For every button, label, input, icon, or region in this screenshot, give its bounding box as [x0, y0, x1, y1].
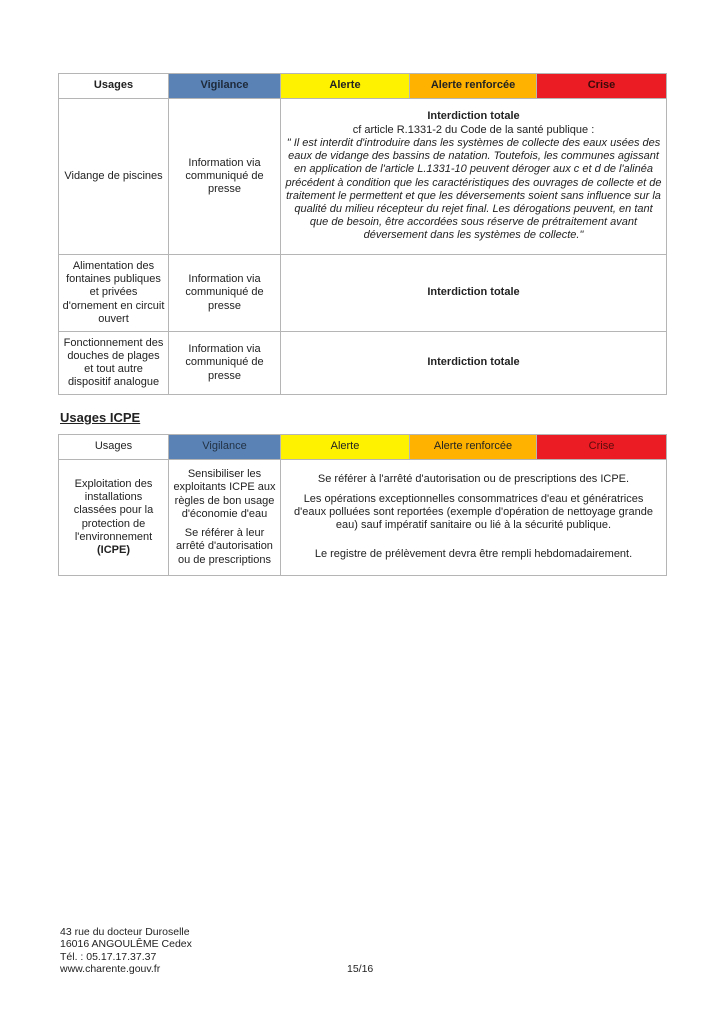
section-title-icpe: Usages ICPE: [60, 410, 141, 425]
restrictions-table: [58, 73, 667, 395]
measure-quote: " Il est interdit d'introduire dans les systèmes de collecte des eaux usées des eaux de vidange des bassins de natation. Toutefois, les communes agissant en application de l'article L.1331-10 peuvent déroger aux c et d de l'alinéa précédent à condition que les caractéristiques des ouvrages de collecte et de traitement le permettent et que les déversements soient sans influence sur la qualité du milieu récepteur du rejet final. Les dérogations peuvent, en tant que de besoin, être accordées sous réserve de prétraitement avant déversement dans les systèmes de collecte.": [285, 136, 662, 242]
measure-text-3: Le registre de prélèvement devra être rempli hebdomadairement.: [314, 548, 633, 561]
header-vigilance: Vigilance: [169, 74, 281, 99]
table-row: [59, 332, 667, 395]
measure-cell: Interdiction totale: [281, 332, 667, 395]
measure-text-2: Les opérations exceptionnelles consommatrices d'eau et génératrices d'eaux polluées sont reportées (exemple d'opération de nettoyage grande eau) sauf impératif sanitaire ou lié à la sécurité publique.: [294, 492, 653, 532]
address-line-1: 43 rue du docteur Duroselle: [60, 926, 190, 938]
measure-cell: [281, 99, 667, 255]
phone: Tél. : 05.17.17.37.37: [60, 950, 157, 963]
table-row: [59, 460, 667, 576]
vigilance-cell: Information via communiqué de presse: [169, 99, 281, 255]
usage-cell: Vidange de piscines: [59, 99, 169, 255]
header-usages: Usages: [59, 74, 169, 99]
header-row: [59, 435, 667, 460]
usage-cell: Alimentation des fontaines publiques et privées d'ornement en circuit ouvert: [59, 255, 169, 332]
header-alerte-renforcee: Alerte renforcée: [410, 74, 537, 99]
usage-cell: Fonctionnement des douches de plages et tout autre dispositif analogue: [59, 332, 169, 395]
website-link[interactable]: www.charente.gouv.fr: [60, 963, 161, 976]
header-alerte: Alerte: [281, 74, 410, 99]
usage-acronym: (ICPE): [97, 543, 130, 556]
vigilance-cell: [169, 460, 281, 576]
measure-title: Interdiction totale: [427, 110, 520, 123]
header-alerte: Alerte: [281, 435, 410, 460]
vigilance-text-2: Se référer à leur arrêté d'autorisation ou de prescriptions: [176, 527, 273, 566]
measure-cell: [281, 460, 667, 576]
measure-reference: cf article R.1331-2 du Code de la santé publique :: [352, 123, 595, 136]
usage-cell: [59, 460, 169, 576]
measure-text-1: Se référer à l'arrêté d'autorisation ou de prescriptions des ICPE.: [317, 473, 630, 486]
table-row: [59, 99, 667, 255]
header-crise: Crise: [537, 74, 667, 99]
header-crise: Crise: [537, 435, 667, 460]
vigilance-cell: Information via communiqué de presse: [169, 255, 281, 332]
vigilance-cell: Information via communiqué de presse: [169, 332, 281, 395]
vigilance-text-1: Sensibiliser les exploitants ICPE aux règles de bon usage d'économie d'eau: [173, 468, 276, 520]
table-row: [59, 255, 667, 332]
icpe-restrictions-table: [58, 434, 667, 576]
header-vigilance: Vigilance: [169, 435, 281, 460]
usage-text: Exploitation des installations classées pour la protection de l'environnement: [73, 477, 154, 543]
header-alerte-renforcee: Alerte renforcée: [410, 435, 537, 460]
address-line-2: 16016 ANGOULÊME Cedex: [60, 938, 192, 951]
measure-cell: Interdiction totale: [281, 255, 667, 332]
page-number: 15/16: [347, 963, 374, 975]
header-usages: Usages: [59, 435, 169, 460]
footer-address: [60, 926, 192, 976]
header-row: [59, 74, 667, 99]
